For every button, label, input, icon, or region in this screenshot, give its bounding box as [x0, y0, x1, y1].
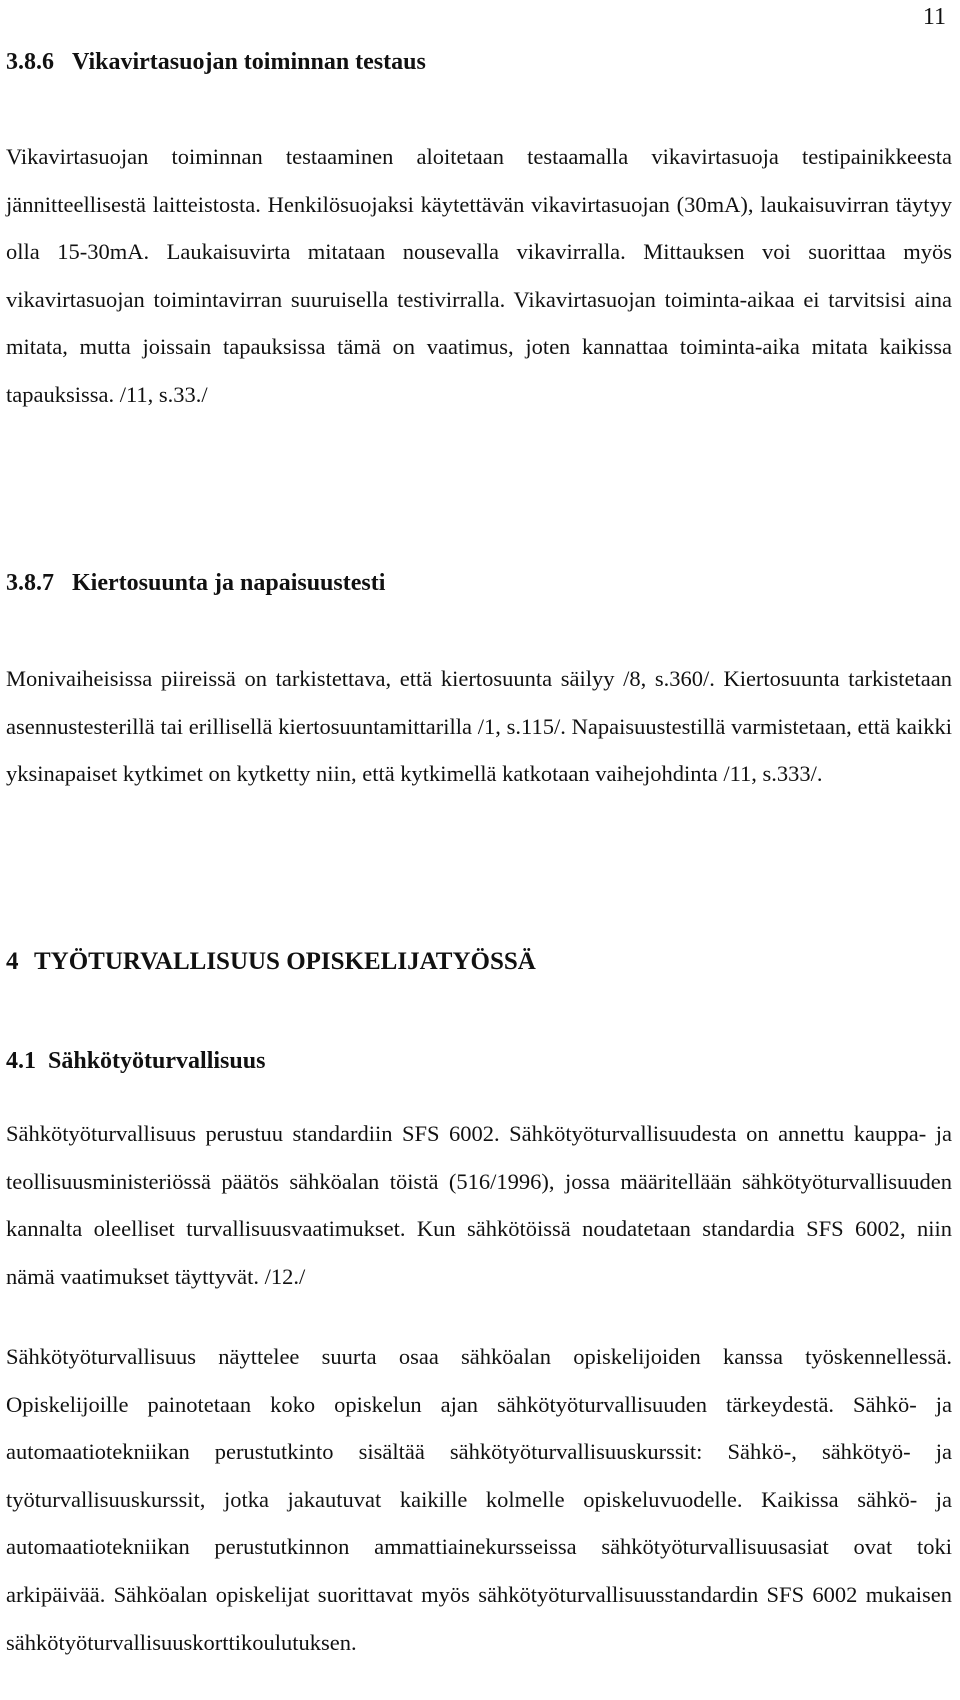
body-paragraph: Sähkötyöturvallisuus näyttelee suurta osaa sähköalan opiskelijoiden kanssa työskennellessä. Opiskelijoille painotetaan koko opiskelun ajan sähkötyöturvallisuuden tärkeydestä. Sähkö- ja automaatiotekniikan perustutkinto sisältää sähkötyöturvallisuuskurssit: Sähkö-, sähkötyö- ja työturvallisuuskurssit, jotka jakautuvat kaikille kolmelle opiskeluvuodelle. Kaikissa sähkö- ja automaatiotekniikan perustutkinnon ammattiainekursseissa sähkötyöturvallisuusasiat ovat toki arkipäivää. Sähköalan opiskelijat suorittavat myös sähkötyöturvallisuusstandardin SFS 6002 mukaisen sähkötyöturvallisuuskorttikoulutuksen.	[6, 1344, 952, 1655]
body-paragraph: Vikavirtasuojan toiminnan testaaminen aloitetaan testaamalla vikavirtasuoja testipainikkeesta jännitteellisestä laitteistosta. Henkilösuojaksi käytettävän vikavirtasuojan (30mA), laukaisuvirran täytyy olla 15-30mA. Laukaisuvirta mitataan nousevalla vikavirralla. Mittauksen voi suorittaa myös vikavirtasuojan toimintavirran suuruisella testivirralla. Vikavirtasuojan toiminta-aikaa ei tarvitsisi aina mitata, mutta joissain tapauksissa tämä on vaatimus, joten kannattaa toiminta-aika mitata kaikissa tapauksissa. /11, s.33./	[6, 144, 952, 407]
section-number: 3.8.7	[6, 570, 54, 596]
section-heading-4-1	[6, 1046, 265, 1076]
section-title: Vikavirtasuojan toiminnan testaus	[72, 49, 426, 75]
section-number: 3.8.6	[6, 49, 54, 75]
section-title: Sähkötyöturvallisuus	[48, 1048, 266, 1074]
section-heading-3-8-7	[6, 568, 385, 598]
chapter-title: TYÖTURVALLISUUS OPISKELIJATYÖSSÄ	[34, 948, 536, 975]
chapter-heading-4	[6, 947, 536, 977]
section-heading-3-8-6	[6, 47, 426, 77]
body-paragraph: Monivaiheisissa piireissä on tarkistettava, että kiertosuunta säilyy /8, s.360/. Kiertosuunta tarkistetaan asennustesterillä tai erillisellä kiertosuuntamittarilla /1, s.115/. Napaisuustestillä varmistetaan, että kaikki yksinapaiset kytkimet on kytketty niin, että kytkimellä katkotaan vaihejohdinta /11, s.333/.	[6, 666, 952, 787]
body-paragraph: Sähkötyöturvallisuus perustuu standardiin SFS 6002. Sähkötyöturvallisuudesta on annettu kauppa- ja teollisuusministeriössä päätös sähköalan töistä (516/1996), jossa määritellään sähkötyöturvallisuuden kannalta oleelliset turvallisuusvaatimukset. Kun sähkötöissä noudatetaan standardia SFS 6002, niin nämä vaatimukset täyttyvät. /12./	[6, 1121, 952, 1289]
section-number: 4.1	[6, 1048, 36, 1074]
section-title: Kiertosuunta ja napaisuustesti	[72, 570, 386, 596]
page-number: 11	[922, 4, 946, 30]
chapter-number: 4	[6, 948, 19, 975]
